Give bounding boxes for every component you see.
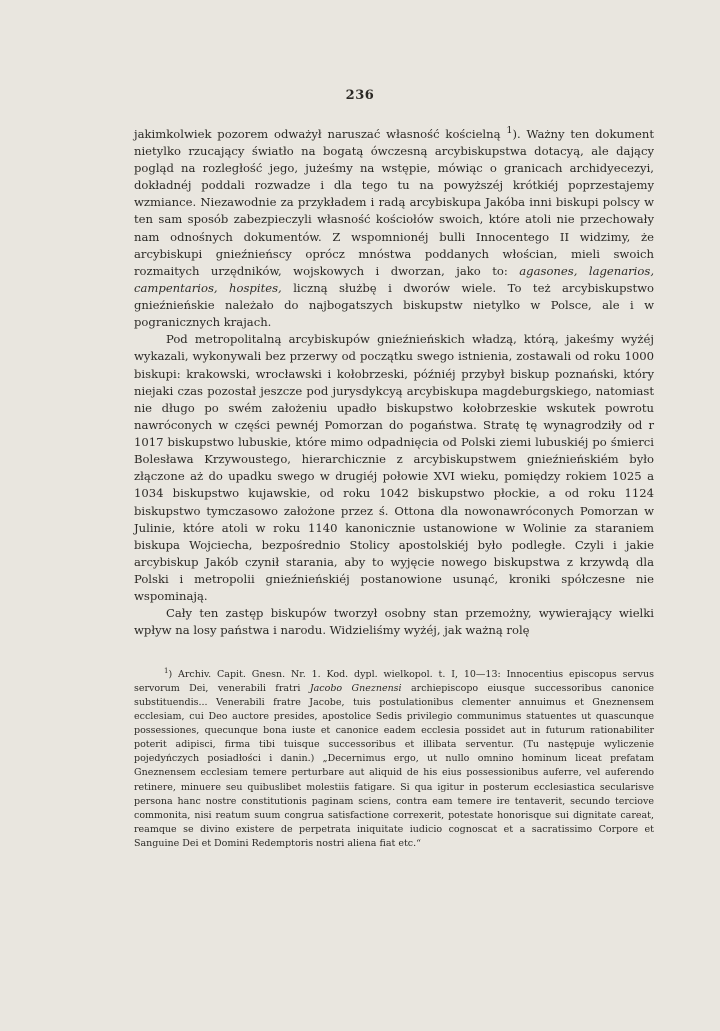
- main-text: [134, 122, 654, 640]
- paragraph-2: Pod metropolitalną arcybiskupów gnieźnieńskich władzą, którą, jakeśmy wyżéj wykazali, wykonywali bez przerwy od początku swego istnienia, zostawali od roku 1000 biskupi: krakowski, wrocławski i kołobrzeski, późniéj przybył biskup poznański, który niejaki czas pozostał jeszcze pod jurysdykcyą arcybiskupa magdeburgskiego, natomiast nie długo po swém założeniu upadło biskupstwo kołobrzeskie wskutek powrotu nawróconych w części pewnéj Pomorzan do pogaństwa. Stratę tę wynagrodziły od r 1017 biskupstwo lubuskie, które mimo odpadnięcia od Polski ziemi lubuskiéj po śmierci Bolesława Krzywoustego, hierarchicznie z arcybiskupstwem gnieźnieńskiém było złączone aż do upadku swego w drugiéj połowie XVI wieku, pomiędzy rokiem 1025 a 1034 biskupstwo kujawskie, od roku 1042 biskupstwo płockie, a od roku 1124 biskupstwo tymczasowo założone przez ś. Ottona dla nowonawróconych Pomorzan w Julinie, które atoli w roku 1140 kanonicznie ustanowione w Wolinie za staraniem biskupa Wojciecha, bezpośrednio Stolicy apostolskiéj było podległe. Czyli i jakie arcybiskup Jakób czynił starania, aby to wyjęcie nowego biskupstwa z krzywdą dla Polski i metropolii gnieźnieńskiéj postanowione usunąć, kroniki spółczesne nie wspominają.: [134, 332, 654, 604]
- footnote-name: Jacobo Gneznensi: [309, 683, 402, 695]
- paragraph-1-part-b: ). Ważny ten dokument nietylko rzucający światło na bogatą ówczesną arcybiskupstwa dotacyą, ale dający pogląd na rozległość jego, jużeśmy na wstępie, mówiąc o granicach archidyecezyi, dokładnéj poddali rozwadze i dla tego tu na powyższéj krótkiéj poprzestajemy wzmiance. Niezawodnie za przykładem i radą arcybiskupa Jakóba inni biskupi polscy w ten sam sposób zabezpieczyli własność kościołów swoich, które atoli nie przechowały nam odnośnych dokumentów. Z wspomnionéj bulli Innocentego II widzimy, że arcybiskupi gnieźnieńscy oprócz mnóstwa poddanych włościan, mieli swoich rozmaitych urzędników, wojskowych i dworzan, jako to:: [134, 126, 655, 278]
- latin-terms: agasones, lagenarios, campentarios, hospites,: [134, 263, 655, 295]
- footnote-mark: 1: [164, 667, 169, 675]
- paragraph-1: [134, 122, 654, 331]
- paragraph-1-part-c: liczną służbę i dworów wiele. To też arcybiskupstwo gnieźnieńskie należało do najbogatszych biskupstw nietylko w Polsce, ale i w pogranicznych krajach.: [134, 280, 655, 330]
- footnote: [134, 664, 654, 851]
- paragraph-3: Cały ten zastęp biskupów tworzył osobny stan przemożny, wywierający wielki wpływ na losy państwa i narodu. Widzieliśmy wyżéj, jak ważną rolę: [134, 606, 654, 638]
- page-number: 236: [345, 88, 375, 103]
- footnote-ref: 1: [506, 125, 513, 136]
- paragraph-1-part-a: jakimkolwiek pozorem odważył naruszać własność kościelną: [134, 126, 501, 141]
- footnote-part-1: ) Archiv. Capit. Gnesn. Nr. 1. Kod. dypl. wielkopol. t. I, 10—13: Innocentius episcopus servus servorum Dei, venerabili fratri: [134, 669, 654, 695]
- footnote-part-2: archiepiscopo eiusque successoribus canonice substituendis... Venerabili fratre Jacobe, tuis postulationibus clementer annuimus et Gneznensem ecclesiam, cui Deo auctore presides, apostolice Sedis privilegio communimus statuentes ut quascunque possessiones, quecunque bona iuste et canonice eadem ecclesia possidet aut in futurum rationabiliter poterit adipisci, firma tibi tuisque successoribus et illibata serventur. (Tu następuje wyliczenie pojedyńczych posiadłości i danin.) „Decernimus ergo, ut nullo omnino hominum liceat prefatam Gneznensem ecclesiam temere perturbare aut aliquid de his eius possessionibus auferre, vel auferendo retinere, minuere seu quibuslibet molestiis fatigare. Si qua igitur in posterum ecclesiastica secularisve persona hanc nostre constitutionis paginam sciens, contra eam temere ire tentaverit, secundo terciove commonita, nisi reatum suum congrua satisfactione correxerit, potestate honorisque sui dignitate careat, reamque se divino existere de perpetrata iniquitate iudicio cognoscat et a sacratissimo Corpore et Sanguine Dei et Domini Redemptoris nostri aliena fiat etc.“: [134, 683, 654, 849]
